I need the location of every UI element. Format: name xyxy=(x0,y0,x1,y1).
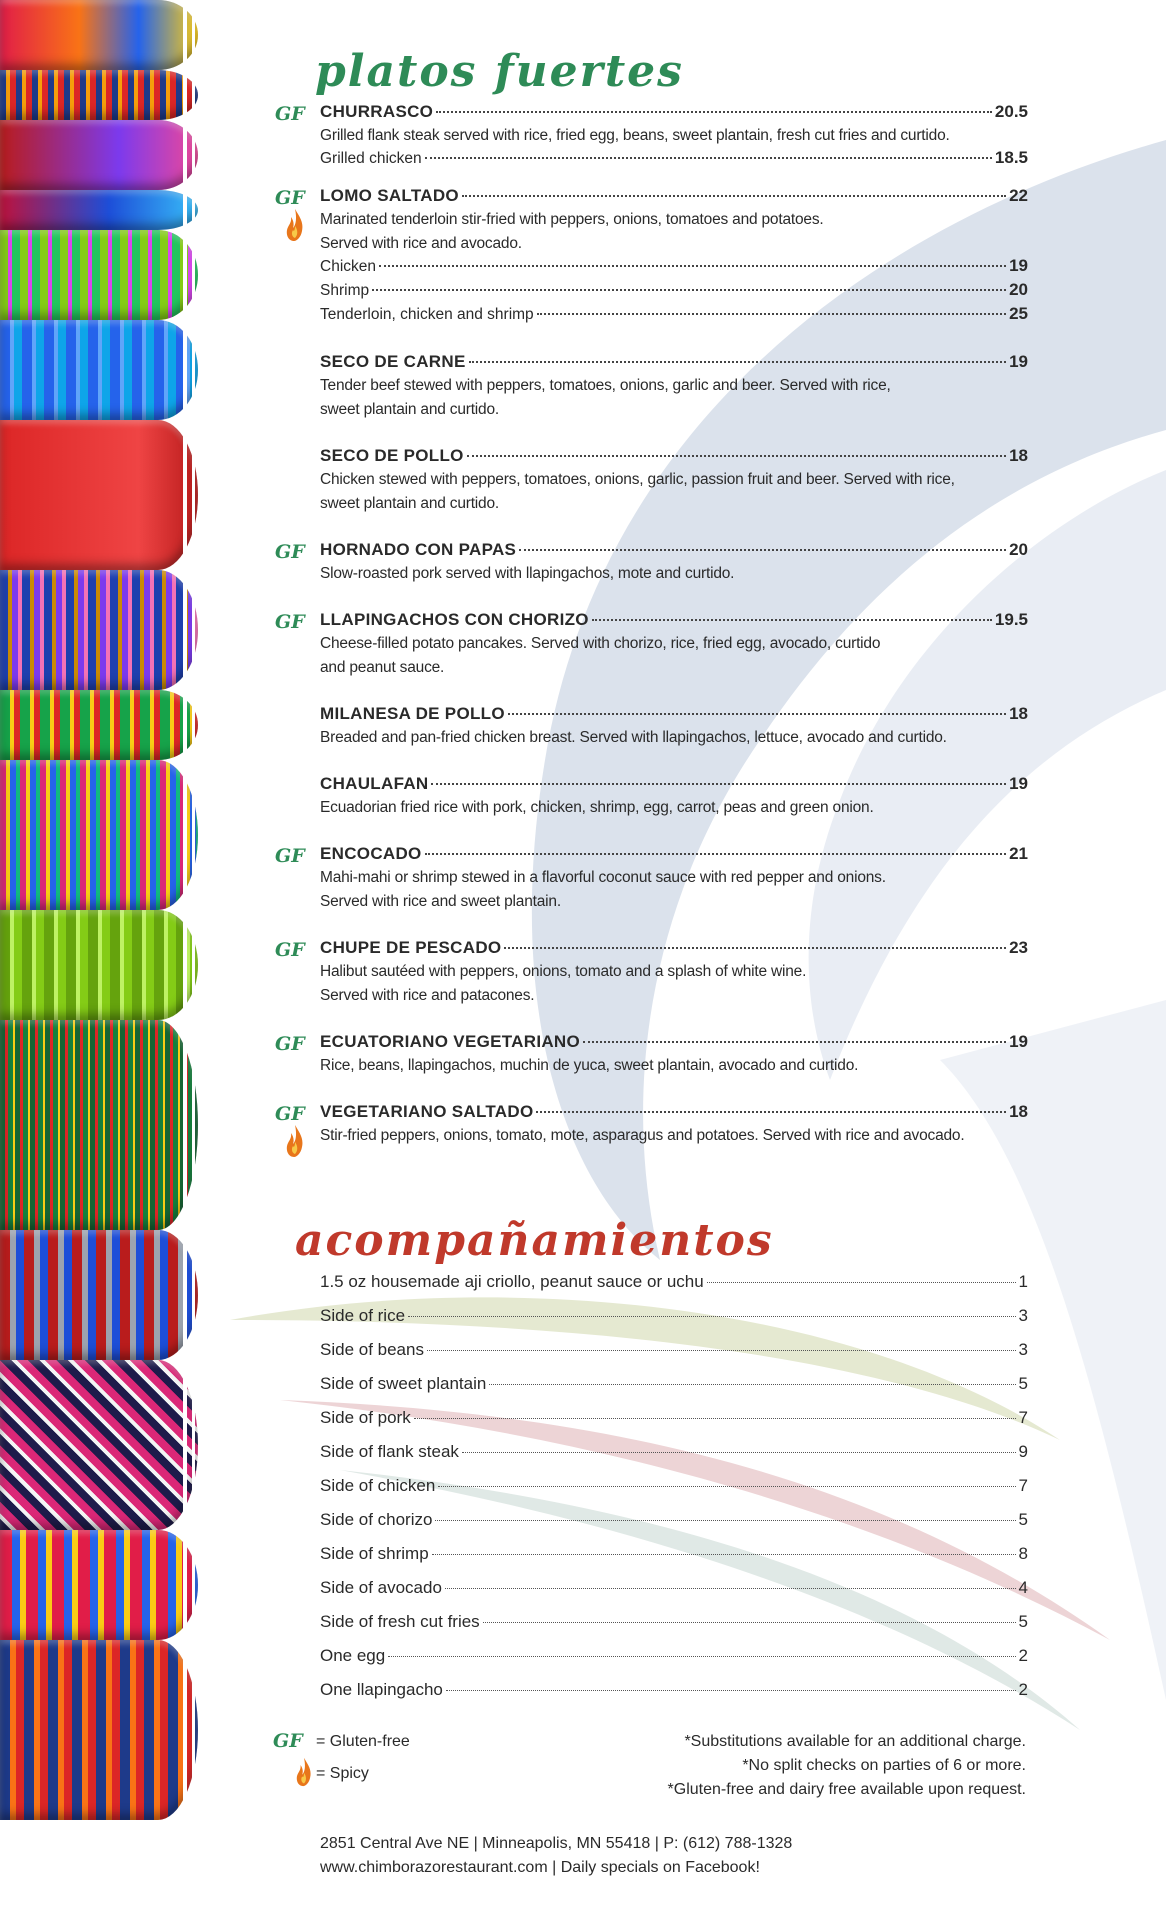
footer-web: www.chimborazorestaurant.com | Daily specials on Facebook! xyxy=(320,1859,760,1876)
menu-item-header xyxy=(273,102,1028,124)
legend-gf-label: = Gluten-free xyxy=(316,1733,410,1750)
menu-item-name: HORNADO CON PAPAS xyxy=(320,540,517,559)
side-item-label: Side of fresh cut fries xyxy=(320,1612,480,1631)
side-item-price: 5 xyxy=(1018,1374,1028,1393)
menu-item-description: Chicken stewed with peppers, tomatoes, onions, garlic, passion fruit and beer. Served with rice, xyxy=(320,471,955,488)
side-item xyxy=(320,1578,1028,1612)
note-line: *Gluten-free and dairy free available upon request. xyxy=(667,1781,1026,1798)
menu-item-description: Marinated tenderloin stir-fried with peppers, onions, tomatoes and potatoes. xyxy=(320,211,824,228)
menu-item xyxy=(273,186,1028,328)
menu-item-description: Mahi-mahi or shrimp stewed in a flavorful coconut sauce with red pepper and onions. xyxy=(320,869,886,886)
side-item-price: 2 xyxy=(1018,1680,1028,1699)
menu-item xyxy=(273,540,1028,586)
side-item-price: 1 xyxy=(1018,1272,1028,1291)
dot-leader xyxy=(467,455,1006,457)
dot-leader xyxy=(388,1656,1015,1657)
menu-item-name: CHUPE DE PESCADO xyxy=(320,938,502,957)
variant-price: 25 xyxy=(1009,304,1028,323)
menu-item-description: sweet plantain and curtido. xyxy=(320,401,499,418)
dot-leader xyxy=(462,1452,1016,1453)
side-item xyxy=(320,1442,1028,1476)
menu-item-description: Served with rice and sweet plantain. xyxy=(320,893,561,910)
side-item-price: 7 xyxy=(1018,1408,1028,1427)
legend-spicy xyxy=(273,1762,573,1794)
side-item xyxy=(320,1476,1028,1510)
side-item-label: Side of flank steak xyxy=(320,1442,459,1461)
dot-leader xyxy=(583,1041,1006,1043)
section-title-acompanamientos: acompañamientos xyxy=(295,1215,774,1266)
menu-item-price: 18 xyxy=(1009,446,1028,465)
dot-leader xyxy=(379,265,1006,267)
menu-item-price: 18 xyxy=(1009,1102,1028,1121)
side-item xyxy=(320,1306,1028,1340)
menu-item-header xyxy=(273,704,1028,726)
side-item-price: 5 xyxy=(1018,1510,1028,1529)
menu-item-header xyxy=(273,352,1028,374)
side-item-label: Side of beans xyxy=(320,1340,424,1359)
menu-item-price: 19 xyxy=(1009,774,1028,793)
menu-item xyxy=(273,446,1028,516)
note-line: *No split checks on parties of 6 or more. xyxy=(742,1757,1026,1774)
gluten-free-icon: GF xyxy=(273,1730,303,1752)
side-item-price: 5 xyxy=(1018,1612,1028,1631)
menu-item-description: Slow-roasted pork served with llapingachos, mote and curtido. xyxy=(320,565,735,582)
legend-gluten-free xyxy=(273,1730,573,1762)
menu-item-price: 19 xyxy=(1009,1032,1028,1051)
side-item-price: 9 xyxy=(1018,1442,1028,1461)
side-item-label: Side of pork xyxy=(320,1408,411,1427)
dot-leader xyxy=(519,549,1006,551)
menu-item-description: and peanut sauce. xyxy=(320,659,445,676)
menu-item-variant xyxy=(273,256,1028,280)
dot-leader xyxy=(445,1588,1016,1589)
dot-leader xyxy=(435,1520,1015,1521)
gluten-free-icon: GF xyxy=(275,939,305,961)
menu-item-name: LOMO SALTADO xyxy=(320,186,459,205)
menu-item-name: ENCOCADO xyxy=(320,844,422,863)
menu-item-variant xyxy=(273,304,1028,328)
menu-item-description: Ecuadorian fried rice with pork, chicken, shrimp, egg, carrot, peas and green onion. xyxy=(320,799,874,816)
menu-item-header xyxy=(273,186,1028,208)
side-item-label: Side of rice xyxy=(320,1306,406,1325)
dot-leader xyxy=(504,947,1006,949)
menu-item-description: sweet plantain and curtido. xyxy=(320,495,499,512)
menu-item-price: 20 xyxy=(1009,540,1028,559)
menu-item-header xyxy=(273,774,1028,796)
variant-label: Chicken xyxy=(320,258,376,275)
gluten-free-icon: GF xyxy=(275,611,305,633)
gluten-free-icon: GF xyxy=(275,1103,305,1125)
side-item-label: Side of sweet plantain xyxy=(320,1374,487,1393)
side-item xyxy=(320,1510,1028,1544)
side-item-label: Side of chicken xyxy=(320,1476,436,1495)
main-dishes-list xyxy=(273,102,1028,1148)
menu-item xyxy=(273,1102,1028,1148)
dot-leader xyxy=(372,289,1006,291)
dot-leader xyxy=(592,619,992,621)
side-item-price: 7 xyxy=(1018,1476,1028,1495)
menu-item-price: 18 xyxy=(1009,704,1028,723)
side-item xyxy=(320,1646,1028,1680)
gluten-free-icon: GF xyxy=(275,1033,305,1055)
side-item-label: One egg xyxy=(320,1646,386,1665)
menu-item-description: Breaded and pan-fried chicken breast. Served with llapingachos, lettuce, avocado and curtido. xyxy=(320,729,947,746)
menu-item-name: SECO DE POLLO xyxy=(320,446,464,465)
menu-item-description: Halibut sautéed with peppers, onions, tomato and a splash of white wine. xyxy=(320,963,807,980)
gluten-free-icon: GF xyxy=(275,845,305,867)
gluten-free-icon: GF xyxy=(275,541,305,563)
menu-item-description: Served with rice and avocado. xyxy=(320,235,522,252)
side-item xyxy=(320,1340,1028,1374)
dot-leader xyxy=(432,1554,1016,1555)
menu-item-price: 20.5 xyxy=(994,102,1028,121)
variant-price: 20 xyxy=(1009,280,1028,299)
dot-leader xyxy=(462,195,1006,197)
flame-icon xyxy=(285,208,305,242)
dot-leader xyxy=(469,361,1006,363)
menu-item-header xyxy=(273,1032,1028,1054)
flame-icon xyxy=(285,1124,305,1158)
menu-item-header xyxy=(273,610,1028,632)
menu-item xyxy=(273,774,1028,820)
gluten-free-icon: GF xyxy=(275,187,305,209)
menu-item-header xyxy=(273,1102,1028,1124)
side-item xyxy=(320,1544,1028,1578)
dot-leader xyxy=(446,1690,1016,1691)
menu-item-price: 19 xyxy=(1009,352,1028,371)
side-item-label: Side of shrimp xyxy=(320,1544,429,1563)
menu-item-name: ECUATORIANO VEGETARIANO xyxy=(320,1032,581,1051)
menu-item-description: Grilled flank steak served with rice, fried egg, beans, sweet plantain, fresh cut fries and curtido. xyxy=(320,127,950,144)
dot-leader xyxy=(425,157,992,159)
footer xyxy=(320,1832,792,1880)
menu-item-price: 23 xyxy=(1009,938,1028,957)
menu-item xyxy=(273,102,1028,172)
menu-item-name: VEGETARIANO SALTADO xyxy=(320,1102,534,1121)
side-item-label: 1.5 oz housemade aji criollo, peanut sauce or uchu xyxy=(320,1272,704,1291)
dot-leader xyxy=(414,1418,1016,1419)
menu-item-description: Served with rice and patacones. xyxy=(320,987,535,1004)
menu-item-header xyxy=(273,446,1028,468)
dot-leader xyxy=(436,111,992,113)
footer-address: 2851 Central Ave NE | Minneapolis, MN 55418 | P: (612) 788-1328 xyxy=(320,1835,793,1852)
dot-leader xyxy=(483,1622,1016,1623)
menu-item xyxy=(273,1032,1028,1078)
dot-leader xyxy=(408,1316,1015,1317)
side-item-price: 3 xyxy=(1018,1306,1028,1325)
side-item xyxy=(320,1272,1028,1306)
menu-item-header xyxy=(273,938,1028,960)
legend-spicy-label: = Spicy xyxy=(316,1765,369,1782)
menu-item-header xyxy=(273,844,1028,866)
section-title-platos-fuertes: platos fuertes xyxy=(315,46,684,97)
menu-item-name: LLAPINGACHOS CON CHORIZO xyxy=(320,610,589,629)
menu-item xyxy=(273,352,1028,422)
side-item-label: One llapingacho xyxy=(320,1680,443,1699)
variant-label: Grilled chicken xyxy=(320,150,422,167)
dot-leader xyxy=(537,313,1006,315)
menu-notes xyxy=(668,1730,1026,1802)
legend xyxy=(273,1730,573,1794)
menu-item-price: 21 xyxy=(1009,844,1028,863)
note-line: *Substitutions available for an additional charge. xyxy=(684,1733,1026,1750)
menu-item xyxy=(273,938,1028,1008)
flame-icon xyxy=(295,1757,313,1787)
side-item xyxy=(320,1612,1028,1646)
side-item-price: 2 xyxy=(1018,1646,1028,1665)
menu-item-variant xyxy=(273,148,1028,172)
side-item-label: Side of avocado xyxy=(320,1578,442,1597)
menu-item-description: Tender beef stewed with peppers, tomatoes, onions, garlic and beer. Served with rice, xyxy=(320,377,891,394)
dot-leader xyxy=(425,853,1007,855)
menu-item-variant xyxy=(273,280,1028,304)
dot-leader xyxy=(438,1486,1015,1487)
variant-label: Tenderloin, chicken and shrimp xyxy=(320,306,534,323)
side-item-price: 4 xyxy=(1018,1578,1028,1597)
variant-label: Shrimp xyxy=(320,282,370,299)
dot-leader xyxy=(536,1111,1006,1113)
side-item-label: Side of chorizo xyxy=(320,1510,433,1529)
menu-item-price: 19.5 xyxy=(994,610,1028,629)
side-item xyxy=(320,1374,1028,1408)
side-item-price: 8 xyxy=(1018,1544,1028,1563)
menu-item-name: MILANESA DE POLLO xyxy=(320,704,505,723)
menu-item xyxy=(273,844,1028,914)
menu-item-name: CHAULAFAN xyxy=(320,774,429,793)
dot-leader xyxy=(489,1384,1015,1385)
sides-list xyxy=(320,1272,1028,1714)
dot-leader xyxy=(431,783,1006,785)
dot-leader xyxy=(508,713,1006,715)
dot-leader xyxy=(427,1350,1016,1351)
menu-item-description: Stir-fried peppers, onions, tomato, mote, asparagus and potatoes. Served with rice and avocado. xyxy=(320,1127,965,1144)
side-item xyxy=(320,1408,1028,1442)
menu-item-price: 22 xyxy=(1009,186,1028,205)
menu-item-name: CHURRASCO xyxy=(320,102,434,121)
side-item xyxy=(320,1680,1028,1714)
dot-leader xyxy=(707,1282,1016,1283)
side-item-price: 3 xyxy=(1018,1340,1028,1359)
menu-item xyxy=(273,704,1028,750)
menu-item-name: SECO DE CARNE xyxy=(320,352,466,371)
menu-item xyxy=(273,610,1028,680)
menu-item-header xyxy=(273,540,1028,562)
variant-price: 19 xyxy=(1009,256,1028,275)
gluten-free-icon: GF xyxy=(275,103,305,125)
menu-item-description: Rice, beans, llapingachos, muchin de yuca, sweet plantain, avocado and curtido. xyxy=(320,1057,859,1074)
variant-price: 18.5 xyxy=(994,148,1028,167)
menu-item-description: Cheese-filled potato pancakes. Served with chorizo, rice, fried egg, avocado, curtido xyxy=(320,635,881,652)
